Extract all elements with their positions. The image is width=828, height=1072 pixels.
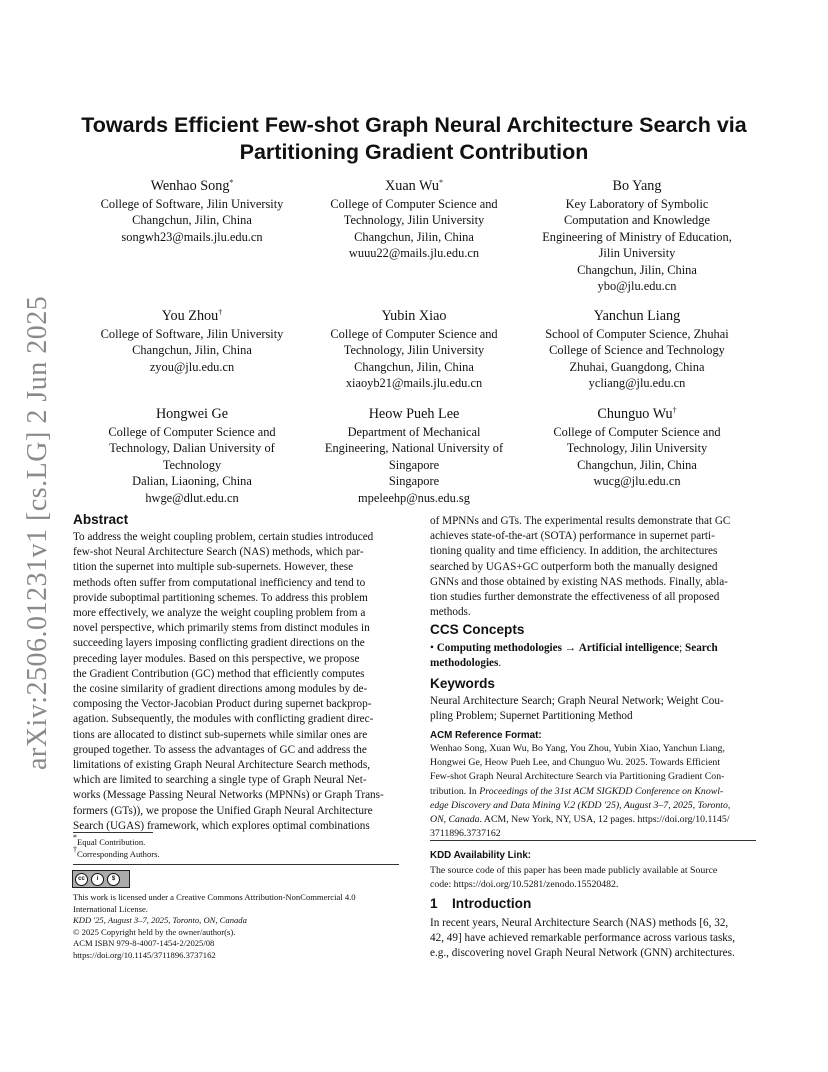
author-name-text: Yubin Xiao: [381, 308, 447, 324]
author-affiliation-line: ycliang@jlu.edu.cn: [588, 376, 686, 391]
license-rule: [73, 864, 399, 865]
kdd-availability-heading: KDD Availability Link:: [430, 850, 532, 861]
author-affiliation-line: Technology: [162, 457, 222, 472]
abstract-heading: Abstract: [73, 512, 129, 527]
author-affiliation-line: mpeleehp@nus.edu.sg: [358, 490, 470, 505]
author-affiliation-line: Changchun, Jilin, China: [132, 213, 252, 228]
abstract-line: limitations of existing Graph Neural Architecture Search methods,: [73, 759, 371, 772]
author-name-text: Xuan Wu: [385, 178, 439, 194]
abstract-line: achieves state-of-the-art (SOTA) performance in supernet parti-: [430, 530, 715, 543]
abstract-line: Search (UGAS) framework, which explores optimal combinations: [73, 819, 370, 832]
abstract-continued: [430, 514, 730, 620]
abstract-body: [73, 530, 384, 834]
kdd-rule: [430, 840, 756, 841]
author-affiliation-line: Changchun, Jilin, China: [132, 343, 252, 358]
footnote-equal: *Equal Contribution.: [73, 833, 146, 847]
author-affiliation-line: wuuu22@mails.jlu.edu.cn: [348, 246, 480, 261]
abstract-line: the Gradient Contribution (GC) method that efficiently computes: [73, 667, 365, 680]
author-affiliation-line: Singapore: [388, 457, 440, 472]
author-affiliation-line: College of Science and Technology: [549, 343, 725, 358]
kdd-line: code: https://doi.org/10.5281/zenodo.15520482.: [430, 879, 619, 891]
creative-commons-logo: [72, 870, 130, 888]
abstract-line: agation. Subsequently, the modules with conflicting gradient direc-: [73, 713, 374, 726]
license-line: © 2025 Copyright held by the owner/author(s).: [73, 926, 236, 937]
author-affiliation-line: Technology, Jilin University: [343, 343, 485, 358]
keywords-line: Neural Architecture Search; Graph Neural Network; Weight Cou-: [430, 695, 724, 707]
author-affiliation-line: Engineering of Ministry of Education,: [542, 229, 732, 244]
author-block: [80, 176, 304, 245]
author-name: [525, 176, 749, 196]
abstract-line: more effectively, we analyze the weight coupling problem from a: [73, 607, 366, 620]
author-affiliation-line: College of Computer Science and: [108, 425, 276, 439]
author-name-text: Yanchun Liang: [593, 308, 681, 324]
license-line: ACM ISBN 979-8-4007-1454-2/2025/08: [73, 938, 215, 949]
author-affiliation-line: Technology, Dalian University of: [109, 441, 275, 456]
intro-heading: Introduction: [452, 896, 532, 911]
abstract-line: succeeding layers imposing conflicting gradient directions on the: [73, 637, 365, 650]
keywords-body: [430, 694, 724, 724]
author-mark: †: [672, 406, 677, 415]
abstract-line: works (Message Passing Neural Networks (MPNNs) or Graph Trans-: [73, 789, 384, 802]
author-affiliation-line: Technology, Jilin University: [566, 441, 708, 456]
author-affiliation-line: College of Computer Science and: [330, 327, 498, 341]
abstract-line: preceding layer modules. Based on this perspective, we propose: [73, 652, 360, 665]
license-line: This work is licensed under a Creative Commons Attribution-NonCommercial 4.0: [73, 892, 356, 902]
footnote-rule: [73, 832, 153, 833]
author-name-text: Chunguo Wu: [597, 406, 673, 422]
abstract-line: methods often suffer from computational inefficiency and tend to: [73, 576, 366, 589]
abstract-line: tioning quality and time efficiency. In addition, the architectures: [430, 545, 718, 558]
intro-line: 42, 49] have achieved remarkable performance across various tasks,: [430, 932, 736, 945]
abstract-line: the cosine similarity of gradient directions among modules by de-: [73, 683, 368, 696]
intro-number: 1: [430, 896, 438, 911]
author-affiliation-line: College of Software, Jilin University: [100, 197, 284, 211]
ccs-heading: CCS Concepts: [430, 622, 525, 637]
author-affiliation-line: zyou@jlu.edu.cn: [149, 359, 235, 374]
author-block: [525, 176, 749, 294]
author-name: [302, 306, 526, 326]
author-affiliation-line: School of Computer Science, Zhuhai: [545, 327, 729, 341]
license-text: [73, 892, 356, 962]
abstract-line: GNNs and those obtained by existing NAS methods. Finally, abla-: [430, 575, 728, 588]
author-name-text: You Zhou: [161, 308, 219, 324]
footnote-corresponding: †Corresponding Authors.: [73, 844, 160, 859]
author-affiliation-line: Department of Mechanical: [347, 425, 481, 439]
abstract-line: formers (GTs)), we propose the Unified Graph Neural Architecture: [73, 804, 373, 817]
keywords-heading: Keywords: [430, 676, 495, 691]
ccs-body: • Computing methodologies → Artificial intelligence; Search methodologies.: [430, 642, 718, 670]
author-affiliation-line: Engineering, National University of: [324, 441, 504, 456]
author-block: [302, 404, 526, 506]
abstract-line: tion studies further demonstrate the effectiveness of all proposed: [430, 591, 720, 604]
author-affiliation-line: Changchun, Jilin, China: [577, 457, 697, 472]
abstract-line: methods.: [430, 606, 471, 619]
author-name: [80, 306, 304, 326]
kdd-availability-body: [430, 864, 717, 892]
author-name: [302, 176, 526, 196]
license-line: International License.: [73, 903, 148, 914]
author-affiliation-line: College of Software, Jilin University: [100, 327, 284, 341]
author-affiliation-line: Computation and Knowledge: [564, 213, 710, 228]
author-mark: *: [229, 178, 234, 187]
abstract-line: of MPNNs and GTs. The experimental results demonstrate that GC: [430, 515, 731, 527]
paper-title: [60, 112, 768, 166]
license-line: KDD '25, August 3–7, 2025, Toronto, ON, Canada: [73, 915, 247, 926]
author-mark: *: [438, 178, 443, 187]
author-affiliation-line: Changchun, Jilin, China: [577, 262, 697, 277]
abstract-line: tions are allocated to distinct sub-supernets while similar ones are: [73, 728, 368, 741]
author-affiliation-line: Key Laboratory of Symbolic: [565, 197, 709, 211]
license-line: https://doi.org/10.1145/3711896.3737162: [73, 949, 216, 960]
acm-reference-body: Wenhao Song, Xuan Wu, Bo Yang, You Zhou, Yubin Xiao, Yanchun Liang, Hongwei Ge, Heow Pueh Lee, and Chunguo Wu. 2025. Towards Efficient Few-shot Graph Neural Architecture Search via Partitioning Gradient Con- tribution. In Proceedings of the 31st ACM SIGKDD Conference on Knowl- edge Discovery and Data Mining V.2 (KDD '25), August 3–7, 2025, Toronto, ON, Canada. ACM, New York, NY, USA, 12 pages. https://doi.org/10.1145/ 3711896.3737162: [430, 743, 731, 840]
abstract-line: composing the Vector-Jacobian Product during supernet backprop-: [73, 698, 372, 711]
author-affiliation-line: Technology, Jilin University: [343, 213, 485, 228]
intro-line: In recent years, Neural Architecture Search (NAS) methods [6, 32,: [430, 917, 729, 929]
author-affiliation-line: Changchun, Jilin, China: [354, 359, 474, 374]
author-block: [80, 306, 304, 375]
author-name-text: Heow Pueh Lee: [368, 406, 460, 422]
abstract-line: grouped together. To assess the advantages of GC and address the: [73, 743, 367, 756]
author-block: [525, 404, 749, 490]
abstract-line: To address the weight coupling problem, certain studies introduced: [73, 531, 374, 543]
keywords-line: pling Problem; Supernet Partitioning Method: [430, 710, 633, 723]
intro-line: e.g., discovering novel Graph Neural Network (GNN) architectures.: [430, 947, 735, 960]
author-name: [302, 404, 526, 424]
author-mark: †: [218, 308, 223, 317]
footnotes: [73, 833, 160, 860]
author-name: [80, 404, 304, 424]
author-affiliation-line: ybo@jlu.edu.cn: [597, 279, 677, 294]
author-name-text: Wenhao Song: [150, 178, 230, 194]
abstract-line: which are limited to searching a single type of Graph Neural Net-: [73, 774, 367, 787]
author-affiliation-line: College of Computer Science and: [553, 425, 721, 439]
abstract-line: few-shot Neural Architecture Search (NAS) methods, which par-: [73, 546, 364, 559]
abstract-line: searched by UGAS+GC outperform both the manually designed: [430, 560, 718, 573]
author-affiliation-line: Changchun, Jilin, China: [354, 229, 474, 244]
acm-reference-heading: ACM Reference Format:: [430, 730, 542, 741]
author-block: [80, 404, 304, 506]
author-affiliation-line: wucg@jlu.edu.cn: [593, 474, 681, 489]
author-name-text: Bo Yang: [612, 178, 662, 194]
by-icon: i: [91, 873, 104, 886]
author-affiliation-line: College of Computer Science and: [330, 197, 498, 211]
author-affiliation-line: hwge@dlut.edu.cn: [145, 490, 239, 505]
author-block: [302, 176, 526, 262]
author-name: [525, 306, 749, 326]
intro-body: [430, 916, 735, 962]
abstract-line: tition the supernet into multiple sub-supernets. However, these: [73, 561, 354, 574]
author-affiliation-line: Jilin University: [598, 246, 676, 261]
author-affiliation-line: xiaoyb21@mails.jlu.edu.cn: [345, 376, 483, 391]
author-affiliation-line: Dalian, Liaoning, China: [132, 474, 252, 489]
title-line: Partitioning Gradient Contribution: [239, 140, 589, 164]
author-name: [80, 176, 304, 196]
abstract-line: novel perspective, which primarily stems from distinct modules in: [73, 622, 370, 635]
author-name: [525, 404, 749, 424]
author-block: [302, 306, 526, 392]
author-affiliation-line: Zhuhai, Guangdong, China: [569, 359, 705, 374]
arxiv-identifier: arXiv:2506.01231v1 [cs.LG] 2 Jun 2025: [22, 295, 53, 770]
author-affiliation-line: Singapore: [388, 474, 440, 489]
kdd-line: The source code of this paper has been made publicly available at Source: [430, 865, 718, 876]
cc-icon: cc: [75, 873, 88, 886]
author-name-text: Hongwei Ge: [155, 406, 229, 422]
author-block: [525, 306, 749, 392]
nc-icon: $: [107, 873, 120, 886]
author-affiliation-line: songwh23@mails.jlu.edu.cn: [121, 229, 263, 244]
abstract-line: provide suboptimal partitioning schemes. To address this problem: [73, 591, 368, 604]
title-line: Towards Efficient Few-shot Graph Neural Architecture Search via: [81, 113, 747, 137]
